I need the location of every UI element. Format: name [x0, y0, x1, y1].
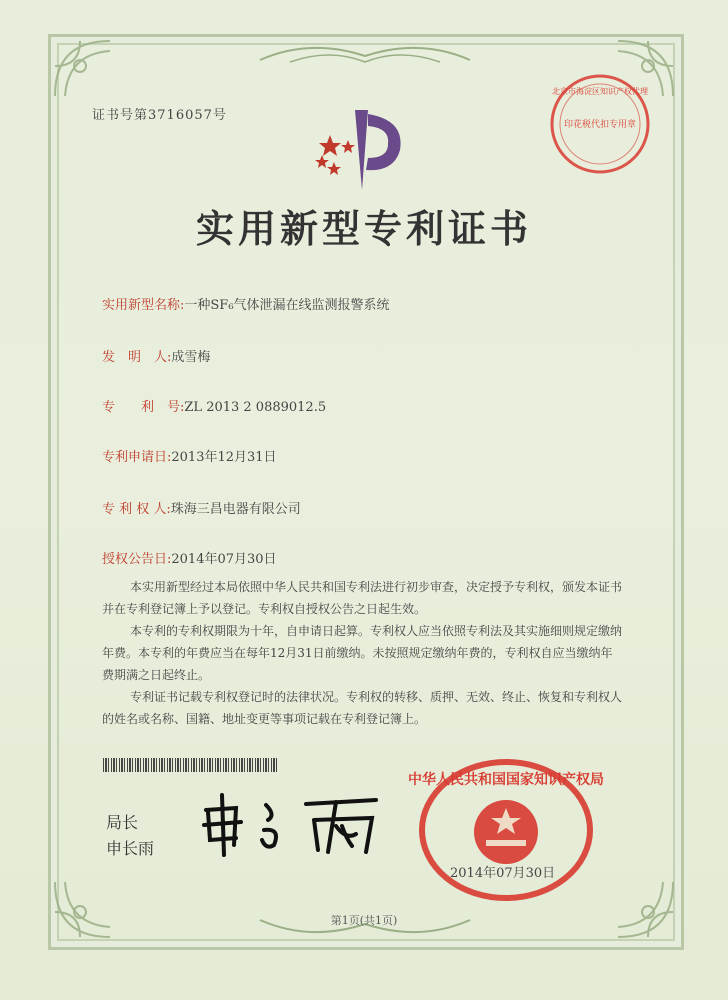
national-emblem-icon	[474, 800, 538, 864]
inventor-label: 发 明 人:	[102, 350, 172, 365]
patentee-value: 珠海三昌电器有限公司	[170, 502, 301, 517]
seal-date: 2014年07月30日	[450, 866, 556, 881]
patent-number-row	[102, 396, 326, 415]
corner-ornament-icon	[50, 36, 170, 106]
signature-title: 局长	[106, 813, 139, 832]
certificate-title: 实用新型专利证书	[195, 206, 532, 251]
agency-stamp-ring-text: 北京市海淀区知识产权代理	[552, 87, 648, 96]
sipo-logo-icon	[310, 100, 420, 195]
grant-date-label: 授权公告日:	[102, 552, 172, 567]
inventor-value: 成雪梅	[171, 350, 211, 365]
filing-date-label: 专利申请日:	[102, 450, 172, 465]
grant-date-row	[102, 548, 277, 567]
top-scroll-ornament-icon	[250, 38, 480, 68]
utility-model-name-value: 一种SF₆气体泄漏在线监测报警系统	[184, 298, 390, 313]
grant-date-value: 2014年07月30日	[171, 552, 277, 567]
barcode	[103, 758, 277, 772]
patentee-label: 专 利 权 人:	[102, 502, 171, 517]
utility-model-name-label: 实用新型名称:	[102, 298, 185, 313]
filing-date-value: 2013年12月31日	[171, 450, 277, 465]
handwritten-signature-icon	[196, 790, 386, 860]
patentee-row	[102, 498, 301, 517]
body-paragraph: 专利证书记载专利权登记时的法律状况。专利权的转移、质押、无效、终止、恢复和专利权人的姓名或名称、国籍、地址变更等事项记载在专利登记簿上。	[102, 690, 623, 726]
page-footer: 第1页(共1页)	[330, 914, 398, 927]
utility-model-name-row	[102, 294, 390, 313]
patent-number-value: ZL 2013 2 0889012.5	[184, 400, 327, 415]
certificate-number: 证书号第3716057号	[92, 108, 227, 123]
body-paragraph: 本实用新型经过本局依照中华人民共和国专利法进行初步审查，决定授予专利权，颁发本证书并在专利登记簿上予以登记。专利权自授权公告之日起生效。	[102, 580, 623, 616]
certificate-body	[102, 576, 622, 730]
signature-name: 申长雨	[106, 839, 155, 858]
seal-text: 中华人民共和国国家知识产权局	[408, 772, 604, 788]
agency-stamp-icon	[548, 72, 652, 176]
filing-date-row	[102, 446, 277, 465]
corner-ornament-icon	[50, 872, 170, 942]
patent-number-label: 专 利 号:	[102, 400, 185, 415]
agency-stamp-center-text: 印花税代扣专用章	[563, 120, 637, 130]
body-paragraph: 本专利的专利权期限为十年，自申请日起算。专利权人应当依照专利法及其实施细则规定缴纳年费。本专利的年费应当在每年12月31日前缴纳。未按照规定缴纳年费的，专利权自应当缴纳年费期满之日起终止。	[102, 624, 623, 682]
inventor-row	[102, 346, 210, 365]
